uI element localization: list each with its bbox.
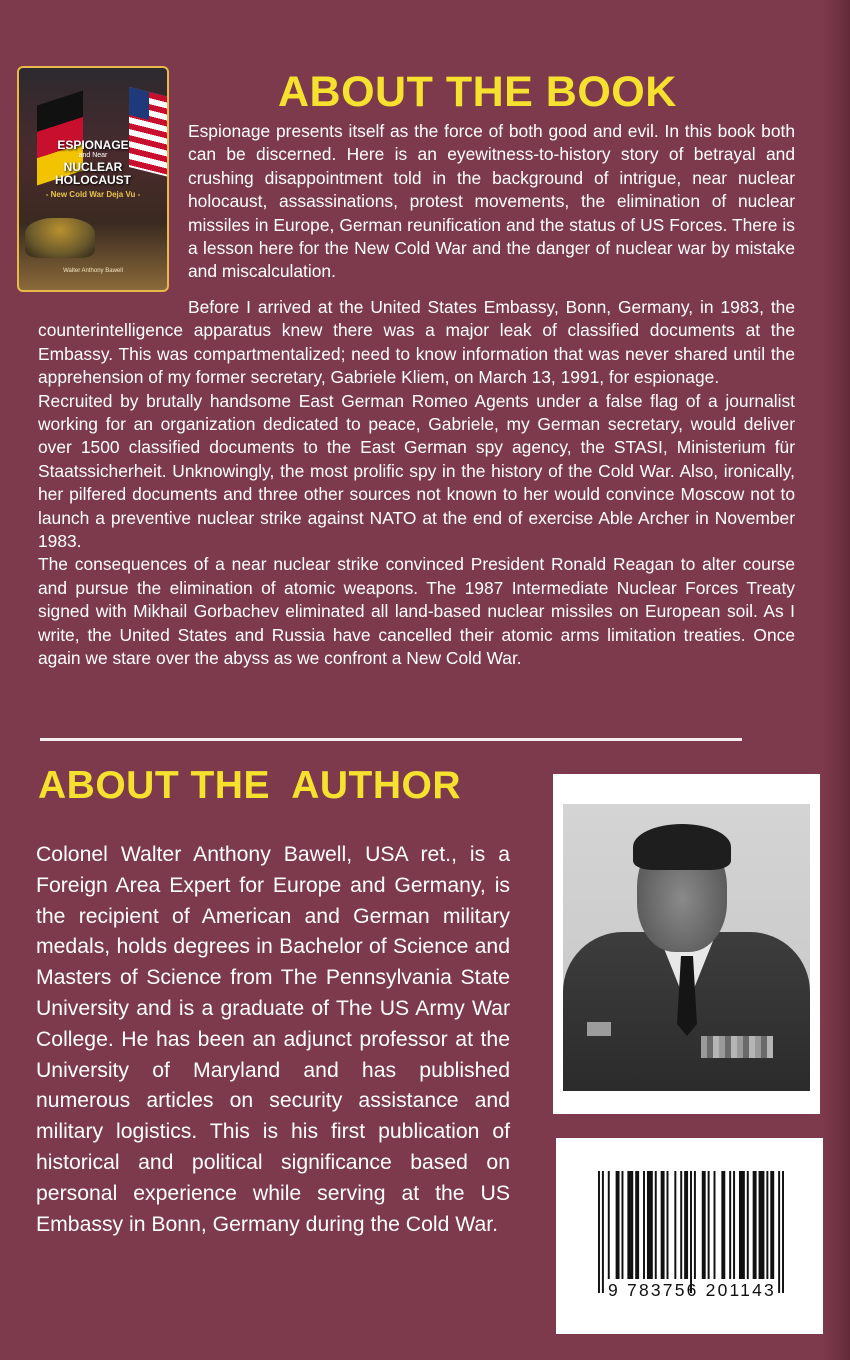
barcode-bar <box>714 1171 716 1279</box>
barcode-bar <box>759 1171 765 1279</box>
military-cap-image <box>25 218 95 258</box>
section-divider <box>40 738 742 741</box>
barcode-bar <box>753 1171 757 1279</box>
author-photo-frame <box>553 774 820 1114</box>
barcode-bar <box>739 1171 745 1279</box>
barcode-bar <box>680 1171 682 1279</box>
barcode-bar <box>770 1171 774 1279</box>
barcode-bar <box>621 1171 623 1279</box>
cover-title-nuclear-holocaust <box>19 161 167 187</box>
isbn-barcode <box>598 1171 784 1293</box>
cover-title-espionage: ESPIONAGE <box>57 138 129 152</box>
book-description-continued <box>38 296 795 671</box>
author-photo <box>563 804 810 1091</box>
barcode-bar <box>778 1171 780 1293</box>
barcode-bar <box>655 1171 657 1279</box>
barcode-bar <box>598 1171 600 1293</box>
barcode-bar <box>702 1171 706 1279</box>
cover-title-holocaust: HOLOCAUST <box>55 173 131 187</box>
about-book-heading: ABOUT THE BOOK <box>278 68 677 116</box>
barcode-bar <box>647 1171 653 1279</box>
barcode-bar <box>627 1171 633 1279</box>
barcode-bar <box>667 1171 669 1279</box>
barcode-bar <box>708 1171 710 1279</box>
barcode-bar <box>721 1171 725 1279</box>
cover-subtitle: - New Cold War Deja Vu - <box>45 190 141 199</box>
barcode-bar <box>782 1171 784 1293</box>
book-cover-thumbnail <box>17 66 169 292</box>
barcode-bar <box>729 1171 731 1279</box>
barcode-bar <box>661 1171 665 1279</box>
book-paragraph-4: The consequences of a near nuclear strike convinced President Ronald Reagan to alter course and pursue the elimination of atomic weapons. The 1987 Intermediate Nuclear Forces Treaty signed with Mikhail Gorbachev eliminated all land-based nuclear missiles on European soil. As I write, the United States and Russia have cancelled their atomic arms limitation treaties. Once again we stare over the abyss as we confront a New Cold War. <box>38 554 795 669</box>
barcode-bar <box>733 1171 735 1279</box>
book-paragraph-1: Espionage presents itself as the force of both good and evil. In this book both can be discerned. Here is an eyewitness-to-history story of betrayal and crushing disappointment told in the background of intrigue, near nuclear holocaust, assassinations, protest movements, the elimination of nuclear missiles in Europe, German reunification and the status of US Forces. There is a lesson here for the New Cold War and the danger of nuclear war by mistake and miscalculation. <box>188 121 795 282</box>
barcode-bar <box>690 1171 692 1293</box>
barcode-box <box>556 1138 823 1334</box>
barcode-bar <box>674 1171 676 1279</box>
book-paragraph-2: Before I arrived at the United States Embassy, Bonn, Germany, in 1983, the counterintelligence apparatus knew there was a major leak of classified documents at the Embassy. This was compartmentalized; need to know information that was never shared until the apprehension of my former secretary, Gabriele Kliem, on March 13, 1991, for espionage. <box>38 297 795 388</box>
medal-ribbons <box>701 1036 773 1058</box>
cover-title-nuclear: NUCLEAR <box>63 160 123 174</box>
barcode-bar <box>747 1171 749 1279</box>
barcode-bar <box>602 1171 604 1293</box>
book-paragraph-3: Recruited by brutally handsome East German Romeo Agents under a false flag of a journalist working for an organization dedicated to peace, Gabriele, my German secretary, would deliver over 1500 classified documents to the East German spy agency, the STASI, Ministerium für Staatssicherheit. Unknowingly, the most prolific spy in the history of the Cold War. Also, ironically, her pilfered documents and three other sources not known to her would convince Moscow not to launch a preventive nuclear strike against NATO at the end of exercise Able Archer in November 1983. <box>38 390 795 552</box>
cover-title-and-near: and Near <box>78 152 108 159</box>
barcode-bar <box>766 1171 768 1279</box>
barcode-bar <box>684 1171 688 1279</box>
cover-author: Walter Anthony Bawell <box>63 268 123 274</box>
barcode-bar <box>635 1171 639 1279</box>
barcode-bar <box>694 1171 696 1279</box>
barcode-bar <box>643 1171 645 1279</box>
spine-shadow <box>822 0 850 1360</box>
author-bio: Colonel Walter Anthony Bawell, USA ret., is a Foreign Area Expert for Europe and Germany, is the recipient of American and German military medals, holds degrees in Bachelor of Science and Masters of Science from The Pennsylvania State University and is a graduate of The US Army War College. He has been an adjunct professor at the University of Maryland and has published numerous articles on security assistance and military logistics. This is his first publication of historical and political significance based on personal experience while serving at the US Embassy in Bonn, Germany during the Cold War. <box>36 843 510 1236</box>
barcode-bar <box>616 1171 620 1279</box>
about-author-heading: ABOUT THE AUTHOR <box>38 764 462 807</box>
barcode-bar <box>608 1171 610 1279</box>
isbn-number: 9 783756 201143 <box>608 1280 776 1300</box>
